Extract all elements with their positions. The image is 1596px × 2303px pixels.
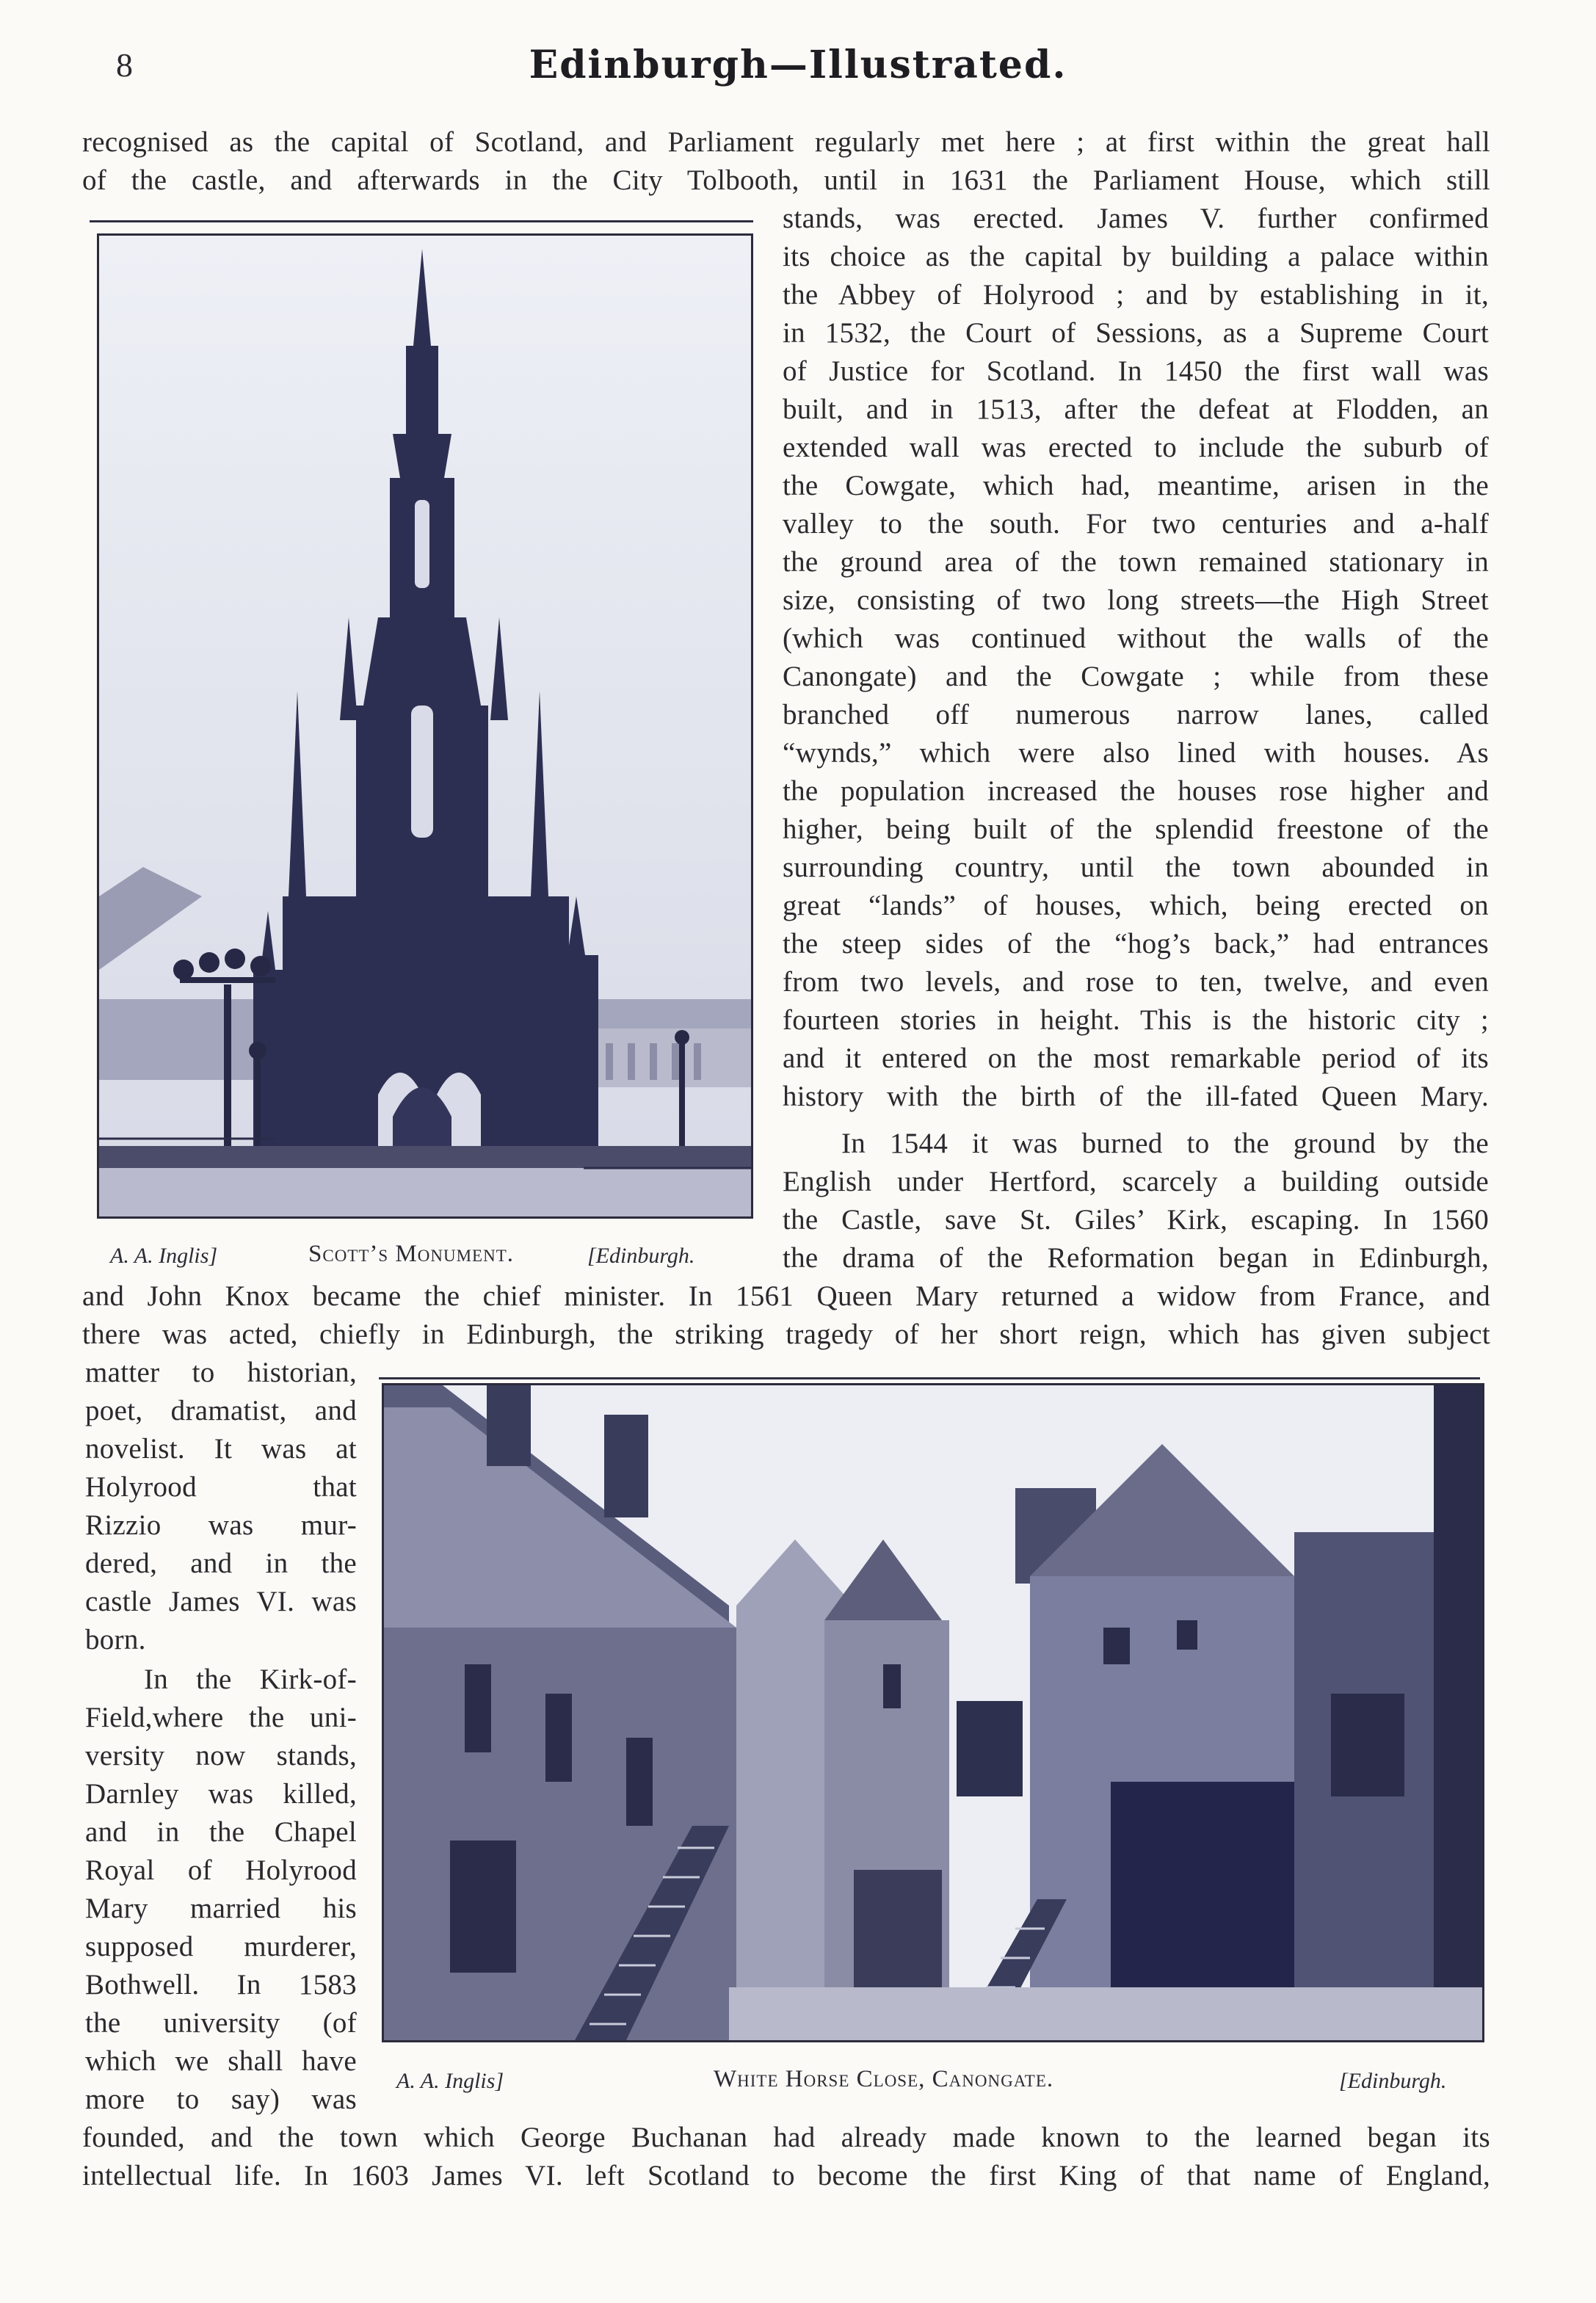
text-line: more to say) was bbox=[85, 2083, 357, 2115]
text-line: fourteen stories in height. This is the historic city ; bbox=[783, 1004, 1489, 1036]
text-line: the Abbey of Holyrood ; and by establishing in it, bbox=[783, 279, 1489, 311]
text-line: the ground area of the town remained stationary in bbox=[783, 546, 1489, 578]
white-horse-close-photo bbox=[382, 1383, 1484, 2042]
figure1-caption-credit: A. A. Inglis] bbox=[110, 1244, 218, 1268]
text-line: Field,where the uni- bbox=[85, 1702, 357, 1733]
figure1-caption-location: [Edinburgh. bbox=[587, 1244, 695, 1268]
text-line: branched off numerous narrow lanes, called bbox=[783, 699, 1489, 730]
text-line: its choice as the capital by building a palace within bbox=[783, 241, 1489, 272]
text-line: born. bbox=[85, 1624, 146, 1655]
text-line: stands, was erected. James V. further confirmed bbox=[783, 203, 1489, 234]
scotts-monument-photo bbox=[97, 233, 753, 1219]
text-line: In 1544 it was burned to the ground by the bbox=[841, 1128, 1489, 1159]
text-line: and John Knox became the chief minister. In 1561 Queen Mary returned a widow from France, and bbox=[82, 1280, 1490, 1312]
text-line: (which was continued without the walls of the bbox=[783, 623, 1489, 654]
text-line: Royal of Holyrood bbox=[85, 1854, 357, 1886]
text-line: poet, dramatist, and bbox=[85, 1395, 357, 1426]
text-line: Canongate) and the Cowgate ; while from these bbox=[783, 661, 1489, 692]
text-line: the drama of the Reformation began in Edinburgh, bbox=[783, 1242, 1489, 1274]
page-number: 8 bbox=[116, 46, 133, 84]
figure2-caption-credit: A. A. Inglis] bbox=[396, 2069, 504, 2093]
text-line: and in the Chapel bbox=[85, 1816, 357, 1848]
text-line: of Justice for Scotland. In 1450 the first wall was bbox=[783, 355, 1489, 387]
text-line: Darnley was killed, bbox=[85, 1778, 357, 1810]
text-line: of the castle, and afterwards in the City Tolbooth, until in 1631 the Parliament House, which still bbox=[82, 164, 1490, 196]
text-line: there was acted, chiefly in Edinburgh, the striking tragedy of her short reign, which has given subject bbox=[82, 1319, 1490, 1350]
text-line: intellectual life. In 1603 James VI. left Scotland to become the first King of that name of England, bbox=[82, 2160, 1490, 2191]
text-line: Mary married his bbox=[85, 1893, 357, 1924]
figure1-caption-title: Scott’s Monument. bbox=[308, 1241, 515, 1267]
text-line: surrounding country, until the town abounded in bbox=[783, 852, 1489, 883]
text-line: founded, and the town which George Buchanan had already made known to the learned began its bbox=[82, 2122, 1490, 2153]
text-line: versity now stands, bbox=[85, 1740, 357, 1771]
text-line: great “lands” of houses, which, being erected on bbox=[783, 890, 1489, 921]
text-line: the university (of bbox=[85, 2007, 357, 2039]
text-line: Rizzio was mur- bbox=[85, 1509, 357, 1541]
text-line: the steep sides of the “hog’s back,” had entrances bbox=[783, 928, 1489, 960]
text-line: supposed murderer, bbox=[85, 1931, 357, 1962]
plate-top-rule bbox=[379, 1377, 1480, 1379]
text-line: “wynds,” which were also lined with houses. As bbox=[783, 737, 1489, 769]
text-line: history with the birth of the ill-fated Queen Mary. bbox=[783, 1081, 1489, 1112]
text-line: matter to historian, bbox=[85, 1357, 357, 1388]
text-line: extended wall was erected to include the suburb of bbox=[783, 432, 1489, 463]
plate-top-rule bbox=[90, 220, 753, 222]
text-line: novelist. It was at bbox=[85, 1433, 357, 1465]
text-line: In the Kirk-of- bbox=[144, 1664, 357, 1695]
text-line: Holyrood that bbox=[85, 1471, 357, 1503]
text-line: recognised as the capital of Scotland, and Parliament regularly met here ; at first within the great hall bbox=[82, 126, 1490, 158]
text-line: from two levels, and rose to ten, twelve, and even bbox=[783, 966, 1489, 998]
text-line: higher, being built of the splendid freestone of the bbox=[783, 813, 1489, 845]
text-line: the Cowgate, which had, meantime, arisen in the bbox=[783, 470, 1489, 501]
text-line: the population increased the houses rose higher and bbox=[783, 775, 1489, 807]
text-line: and it entered on the most remarkable period of its bbox=[783, 1042, 1489, 1074]
figure2-caption-title: White Horse Close, Canongate. bbox=[714, 2066, 1054, 2092]
text-line: the Castle, save St. Giles’ Kirk, escaping. In 1560 bbox=[783, 1204, 1489, 1236]
text-line: dered, and in the bbox=[85, 1548, 357, 1579]
text-line: Bothwell. In 1583 bbox=[85, 1969, 357, 2001]
figure2-caption-location: [Edinburgh. bbox=[1339, 2069, 1447, 2093]
text-line: English under Hertford, scarcely a building outside bbox=[783, 1166, 1489, 1197]
text-line: built, and in 1513, after the defeat at Flodden, an bbox=[783, 393, 1489, 425]
text-line: valley to the south. For two centuries and a-half bbox=[783, 508, 1489, 540]
text-line: size, consisting of two long streets—the High Street bbox=[783, 584, 1489, 616]
text-line: which we shall have bbox=[85, 2045, 357, 2077]
running-head-title: Edinburgh—Illustrated. bbox=[529, 43, 1067, 87]
text-line: castle James VI. was bbox=[85, 1586, 357, 1617]
text-line: in 1532, the Court of Sessions, as a Supreme Court bbox=[783, 317, 1489, 349]
